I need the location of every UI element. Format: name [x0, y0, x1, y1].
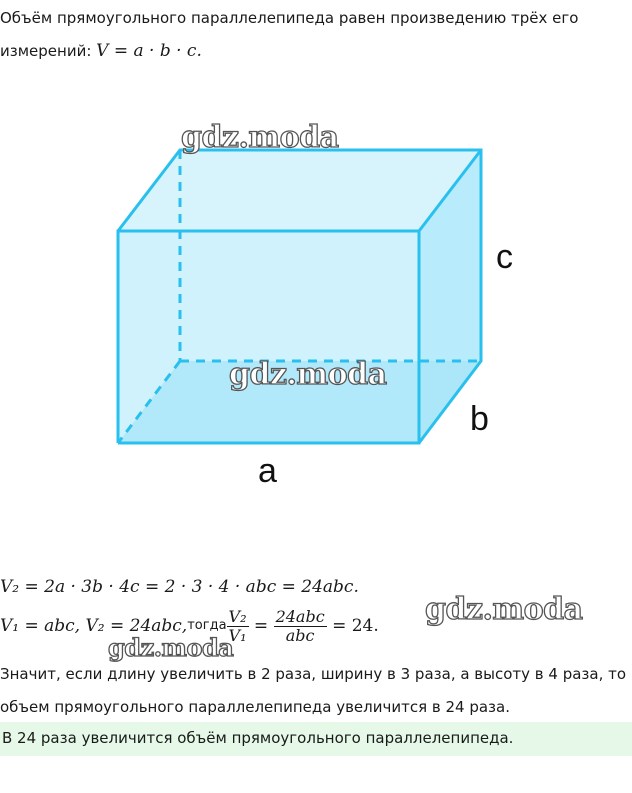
conclusion-line-2: объем прямоугольного параллелепипеда увеличится в 24 раза.	[0, 698, 510, 716]
watermark-small: gdz.moda	[108, 633, 234, 662]
fraction-ratio	[227, 608, 249, 645]
label-c: c	[496, 238, 513, 276]
watermark-top: gdz.moda	[181, 120, 339, 155]
calc-volumes: V₁ = abc, V₂ = 24abc,	[0, 616, 188, 636]
calc-line-2	[0, 604, 379, 648]
fraction-ratio-num: V₂	[228, 606, 247, 626]
label-a: a	[258, 452, 277, 490]
fraction-ratio-den: V₁	[228, 625, 247, 645]
fraction-value	[274, 608, 327, 645]
watermark-right: gdz.moda	[425, 592, 583, 627]
watermark-middle: gdz.moda	[229, 357, 387, 392]
answer-text: В 24 раза увеличится объём прямоугольного параллелепипеда.	[2, 729, 514, 747]
label-b: b	[470, 400, 489, 438]
intro-line-2-text: измерений:	[0, 42, 97, 60]
fraction-value-den: abc	[285, 625, 315, 645]
calc-line-1: V₂ = 2a · 3b · 4c = 2 · 3 · 4 · abc = 24abc.	[0, 577, 359, 597]
calc-result: = 24.	[326, 616, 379, 636]
intro-line-1: Объём прямоугольного параллелепипеда равен произведению трёх его	[0, 9, 579, 27]
calc-equals: =	[248, 616, 274, 636]
volume-formula: V = a · b · c.	[96, 41, 202, 61]
conclusion-line-1: Значит, если длину увеличить в 2 раза, ширину в 3 раза, а высоту в 4 раза, то	[0, 665, 627, 683]
answer-box	[0, 722, 632, 756]
fraction-value-num: 24abc	[275, 606, 325, 626]
calc-word-then: тогда	[187, 618, 227, 633]
